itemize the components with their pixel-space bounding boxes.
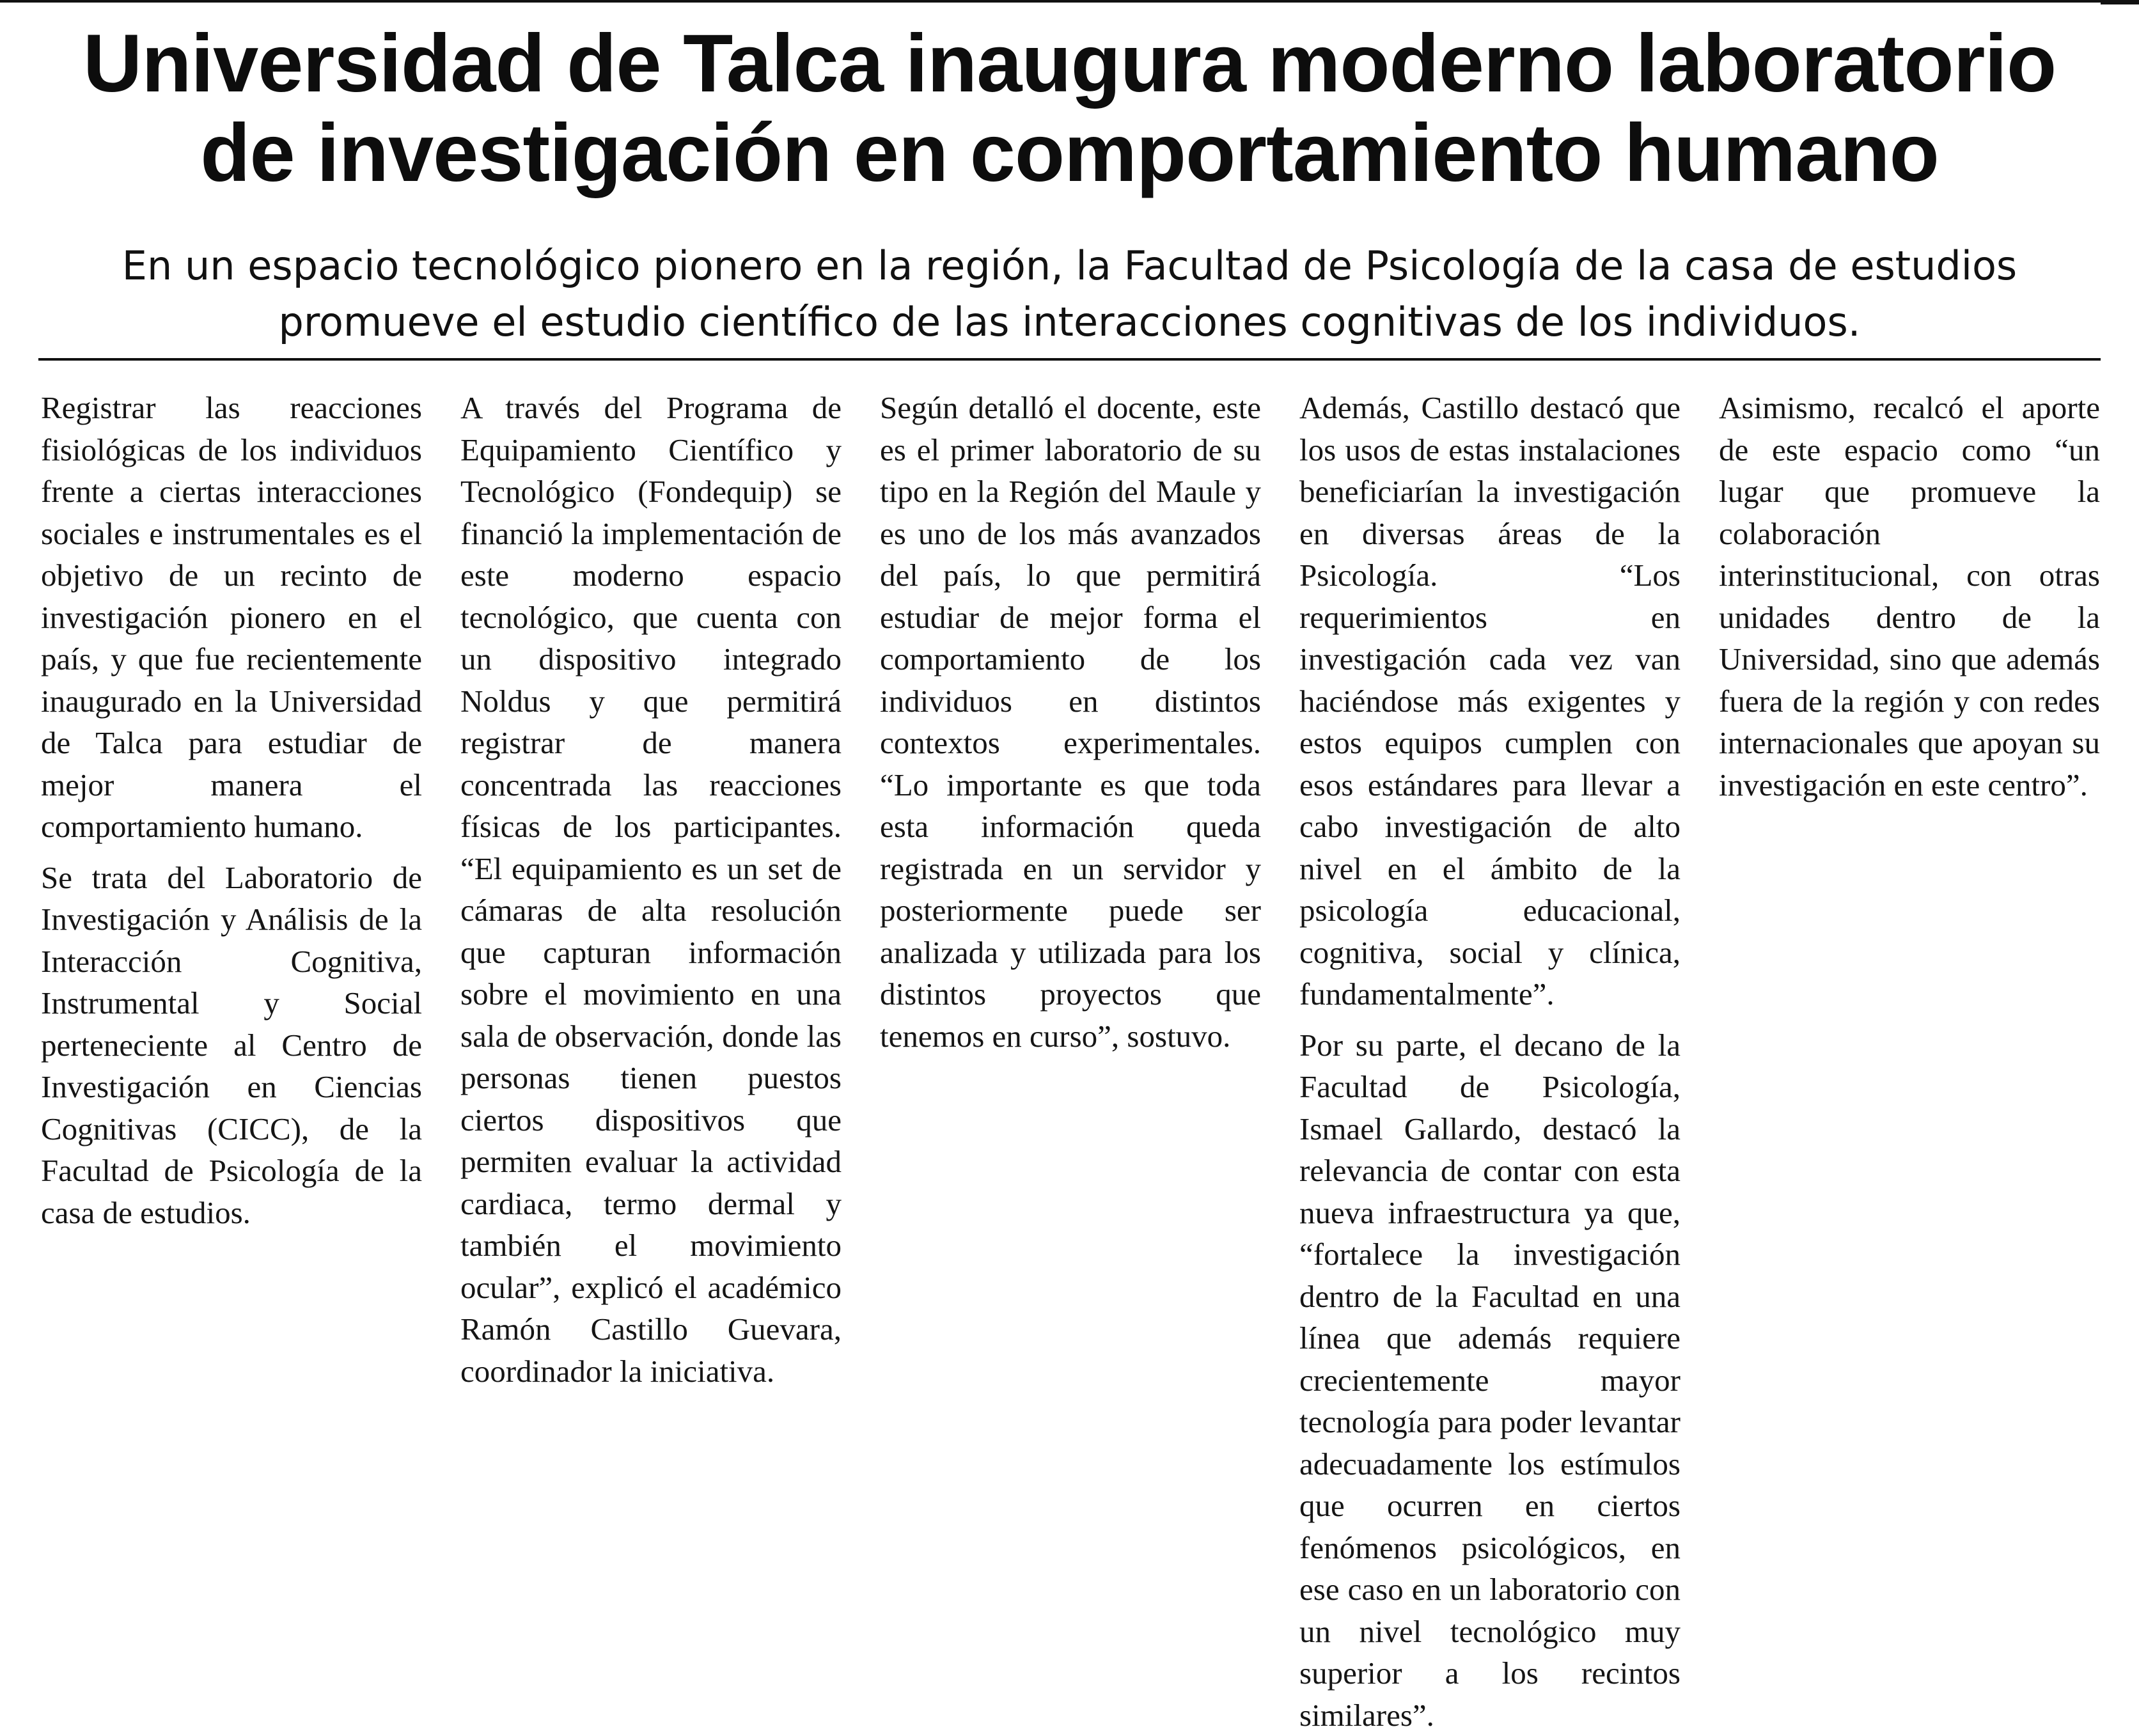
headline-line-1: Universidad de Talca inaugura moderno laboratorio: [38, 19, 2101, 109]
text-column-3: [880, 387, 1261, 1288]
subhead-line-2: promueve el estudio científico de las interacciones cognitivas de los individuos.: [38, 294, 2101, 350]
paragraph: Según detalló el docente, este es el primer laboratorio de su tipo en la Región del Maule y es uno de los más avanzados del país, lo que permitirá estudiar de mejor forma el comportamiento de los individuos en distintos contextos experimentales. “Lo importante es que toda esta información queda registrada en un servidor y posteriormente puede ser analizada y utilizada para los distintos proyectos que tenemos en curso”, sostuvo.: [880, 387, 1261, 1057]
headline-line-2: de investigación en comportamiento humano: [38, 109, 2101, 198]
paragraph: Se trata del Laboratorio de Investigación y Análisis de la Interacción Cognitiva, Instrumental y Social perteneciente al Centro de Investigación en Ciencias Cognitivas (CICC), de la Facultad de Psicología de la casa de estudios.: [41, 857, 422, 1234]
subhead-line-1: En un espacio tecnológico pionero en la región, la Facultad de Psicología de la casa de estudios: [38, 238, 2101, 294]
top-rule-tick: [2101, 0, 2139, 4]
section-divider: [38, 358, 2101, 361]
text-column-2: [460, 387, 842, 1288]
top-rule: [0, 0, 2139, 3]
text-column-4: [1299, 387, 1681, 1288]
text-column-1: [41, 387, 422, 1288]
article-subheadline: [38, 238, 2101, 350]
article-headline: [38, 19, 2101, 198]
paragraph: Por su parte, el decano de la Facultad de Psicología, Ismael Gallardo, destacó la relevancia de contar con esta nueva infraestructura ya que, “fortalece la investigación dentro de la Facultad en una línea que además requiere crecientemente mayor tecnología para poder levantar adecuadamente los estímulos que ocurren en ciertos fenómenos psicológicos, en ese caso en un laboratorio con un nivel tecnológico muy superior a los recintos similares”.: [1299, 1024, 1681, 1736]
paragraph: Además, Castillo destacó que los usos de estas instalaciones beneficiarían la investigación en diversas áreas de la Psicología. “Los requerimientos en investigación cada vez van haciéndose más exigentes y estos equipos cumplen con esos estándares para llevar a cabo investigación de alto nivel en el ámbito de la psicología educacional, cognitiva, social y clínica, fundamentalmente”.: [1299, 387, 1681, 1015]
article-body: [41, 387, 2100, 1288]
text-column-5: [1719, 387, 2100, 1288]
paragraph: Asimismo, recalcó el aporte de este espacio como “un lugar que promueve la colaboración interinstitucional, con otras unidades dentro de la Universidad, sino que además fuera de la región y con redes internacionales que apoyan su investigación en este centro”.: [1719, 387, 2100, 806]
paragraph: A través del Programa de Equipamiento Científico y Tecnológico (Fondequip) se financió la implementación de este moderno espacio tecnológico, que cuenta con un dispositivo integrado Noldus y que permitirá registrar de manera concentrada las reacciones físicas de los participantes. “El equipamiento es un set de cámaras de alta resolución que capturan información sobre el movimiento en una sala de observación, donde las personas tienen puestos ciertos dispositivos que permiten evaluar la actividad cardiaca, termo dermal y también el movimiento ocular”, explicó el académico Ramón Castillo Guevara, coordinador la iniciativa.: [460, 387, 842, 1392]
paragraph: Registrar las reacciones fisiológicas de los individuos frente a ciertas interacciones sociales e instrumentales es el objetivo de un recinto de investigación pionero en el país, y que fue recientemente inaugurado en la Universidad de Talca para estudiar de mejor manera el comportamiento humano.: [41, 387, 422, 848]
